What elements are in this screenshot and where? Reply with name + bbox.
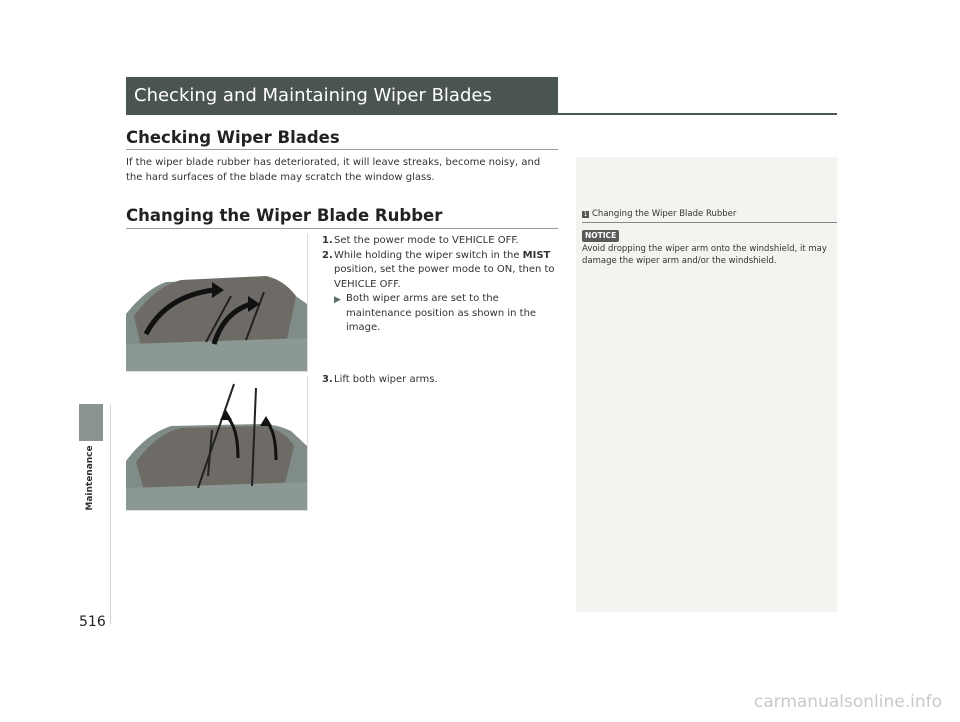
procedure-steps: [322, 234, 558, 336]
notice-badge: NOTICE: [582, 230, 619, 242]
note-title-text: Changing the Wiper Blade Rubber: [592, 209, 737, 219]
result-arrow-icon: ▶: [334, 295, 341, 305]
note-title-rule: [582, 222, 837, 223]
reference-icon: 1: [583, 210, 588, 218]
step-2: [322, 249, 558, 293]
step-text: Set the power mode to VEHICLE OFF.: [334, 235, 519, 246]
result-text: Both wiper arms are set to the maintenance position as shown in the image.: [346, 293, 537, 333]
watermark: carmanualsonline.info: [753, 692, 942, 712]
section-title: Checking and Maintaining Wiper Blades: [126, 77, 558, 114]
step-text: Lift both wiper arms.: [334, 374, 438, 385]
step-text-part: While holding the wiper switch in the: [334, 249, 523, 261]
mist-label: MIST: [522, 249, 551, 261]
notice-text: Avoid dropping the wiper arm onto the windshield, it may damage the wiper arm and/or the windshield.: [582, 244, 827, 266]
step-number: 2.: [322, 249, 333, 261]
section-title-rule: [126, 113, 837, 115]
sidebar-divider: [110, 404, 111, 624]
step-2-result: [334, 292, 558, 336]
page-number: 516: [79, 614, 106, 630]
checking-paragraph: If the wiper blade rubber has deteriorated, it will leave streaks, become noisy, and the hard surfaces of the blade may scratch the window glass.: [126, 157, 541, 183]
step-text: [334, 249, 558, 293]
figure-wiper-arms-lifted: [126, 376, 308, 511]
heading-rule: [126, 228, 558, 229]
step-1: [322, 234, 558, 249]
sidebar-section-label: Maintenance: [85, 445, 95, 511]
step-text-part: position, set the power mode to ON, then to VEHICLE OFF.: [334, 264, 555, 290]
figure-wipers-maintenance-position: [126, 234, 308, 372]
step-number: 1.: [322, 235, 333, 246]
heading-changing-wiper-blade-rubber: Changing the Wiper Blade Rubber: [126, 206, 443, 225]
step-number: 3.: [322, 374, 333, 385]
note-title: [576, 209, 837, 219]
heading-rule: [126, 149, 558, 150]
heading-checking-wiper-blades: Checking Wiper Blades: [126, 128, 340, 147]
step-3: [322, 373, 438, 388]
sidebar-tab: [79, 404, 103, 441]
side-note-box: [576, 157, 837, 612]
